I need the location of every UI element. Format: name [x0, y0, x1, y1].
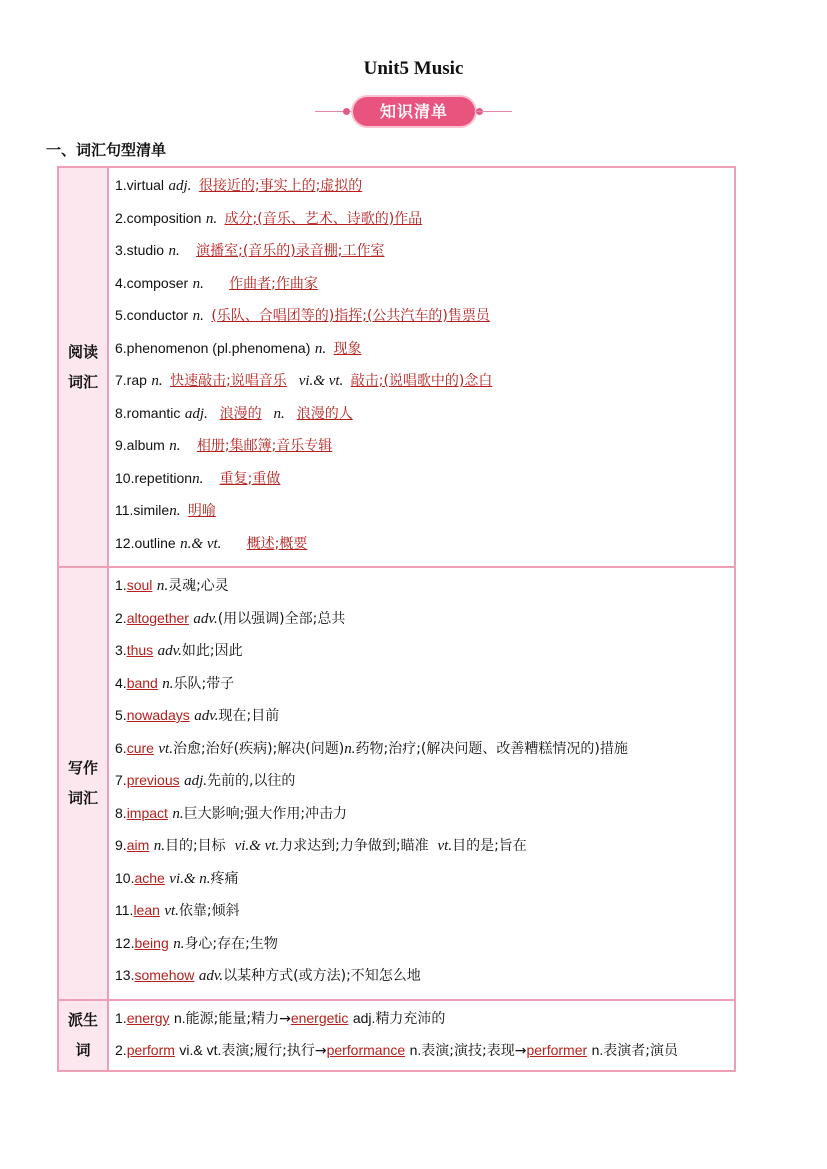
- list-item: 6.phenomenon (pl.phenomena) n. 现象: [115, 339, 362, 357]
- list-item: 1.energy n.能源;能量;精力→energetic adj.精力充沛的: [115, 1009, 446, 1027]
- vocab-table: [57, 166, 736, 1072]
- list-item: 11.similen. 明喻: [115, 502, 216, 519]
- list-item: 2.composition n. 成分;(音乐、艺术、诗歌的)作品: [115, 209, 423, 227]
- list-item: 2.altogether adv.(用以强调)全部;总共: [115, 609, 346, 627]
- list-item: 7.rap n. 快速敲击;说唱音乐 vi.& vt. 敲击;(说唱歌中的)念白: [115, 372, 493, 389]
- list-item: 6.cure vt.治愈;治好(疾病);解决(问题)n.药物;治疗;(解决问题、改善糟糕情况的)措施: [115, 739, 628, 757]
- section-banner: [0, 97, 827, 127]
- banner-label: 知识清单: [353, 97, 475, 126]
- reading-section: [58, 167, 735, 567]
- list-item: 13.somehow adv.以某种方式(或方法);不知怎么地: [115, 967, 421, 984]
- list-item: 9.album n. 相册;集邮簿;音乐专辑: [115, 437, 333, 454]
- reading-label: 阅读词汇: [58, 167, 108, 567]
- banner-dot-left: [343, 108, 350, 115]
- list-item: 5.conductor n. (乐队、合唱团等的)指挥;(公共汽车的)售票员: [115, 307, 490, 324]
- list-item: 11.lean vt.依靠;倾斜: [115, 902, 240, 919]
- list-item: 8.romantic adj. 浪漫的 n. 浪漫的人: [115, 404, 353, 422]
- list-item: 8.impact n.巨大影响;强大作用;冲击力: [115, 804, 348, 822]
- list-item: 3.thus adv.如此;因此: [115, 642, 243, 659]
- section-heading: 一、词汇句型清单: [46, 141, 167, 159]
- derived-label: 派生词: [58, 1000, 108, 1072]
- list-item: 12.outline n.& vt. 概述;概要: [115, 534, 308, 552]
- list-item: 10.repetitionn. 重复;重做: [115, 469, 281, 487]
- reading-list: [108, 167, 735, 567]
- derived-list: [108, 1000, 735, 1072]
- list-item: 1.virtual adj. 很接近的;事实上的;虚拟的: [115, 177, 363, 194]
- list-item: 12.being n.身心;存在;生物: [115, 934, 278, 952]
- writing-list: [108, 567, 735, 1000]
- list-item: 4.composer n. 作曲者;作曲家: [115, 274, 318, 292]
- list-item: 5.nowadays adv.现在;目前: [115, 707, 280, 724]
- page-title: Unit5 Music: [363, 58, 464, 79]
- writing-label: 写作词汇: [58, 567, 108, 1000]
- list-item: 1.soul n.灵魂;心灵: [115, 577, 229, 594]
- list-item: 4.band n.乐队;带子: [115, 674, 235, 692]
- list-item: 3.studio n. 演播室;(音乐的)录音棚;工作室: [115, 242, 385, 259]
- list-item: 7.previous adj.先前的,以往的: [115, 772, 296, 789]
- list-item: 9.aim n.目的;目标 vi.& vt.力求达到;力争做到;瞄准 vt.目的是;旨在: [115, 837, 527, 854]
- list-item: 2.perform vi.& vt.表演;履行;执行→performance n.表演;演技;表现→performer n.表演者;演员: [115, 1042, 679, 1059]
- banner-line-right: [474, 111, 512, 112]
- writing-section: [58, 567, 735, 1000]
- derived-section: [58, 1000, 735, 1072]
- list-item: 10.ache vi.& n.疼痛: [115, 869, 239, 887]
